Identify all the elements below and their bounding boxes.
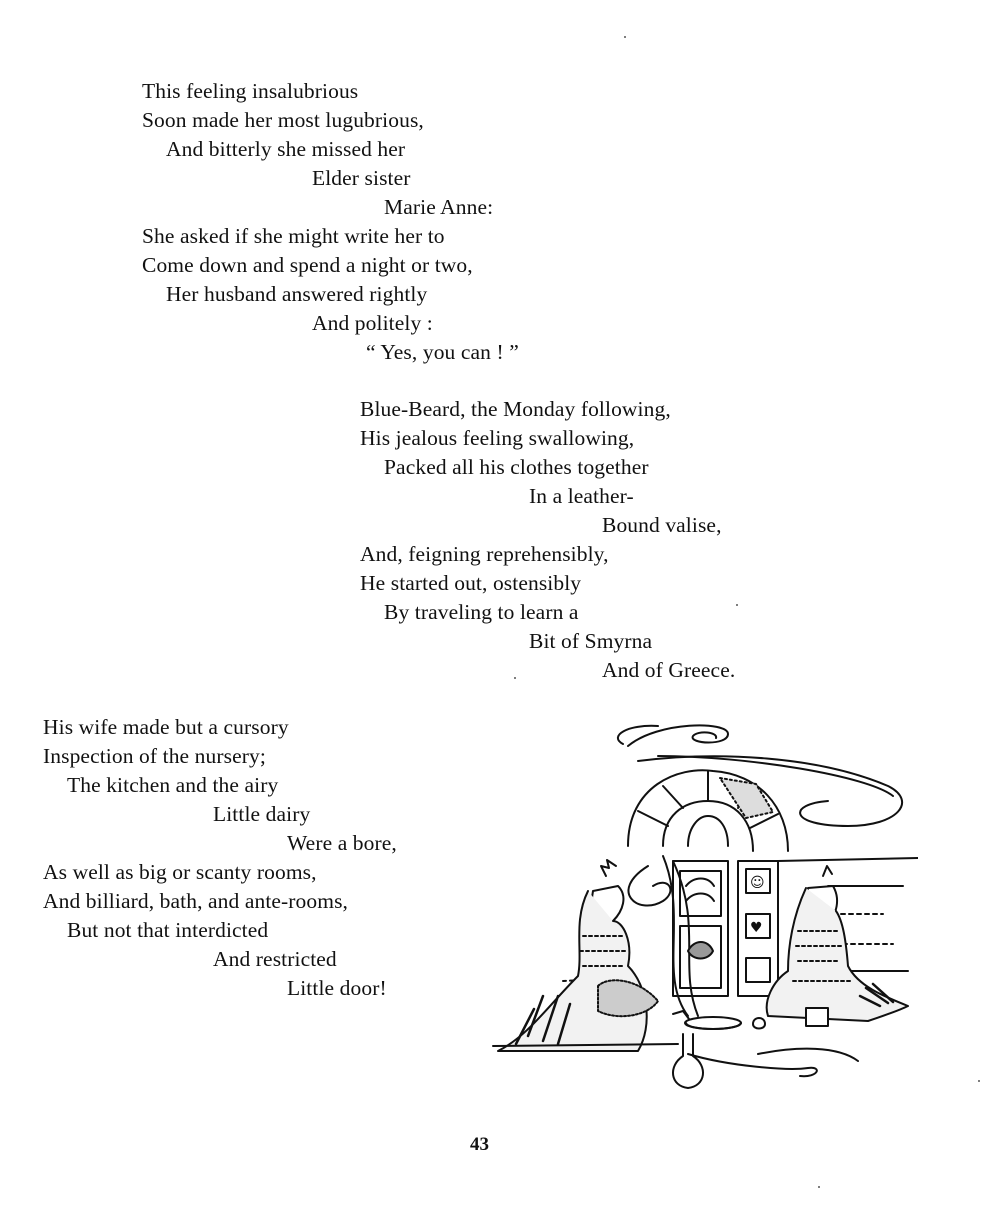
verse-line: As well as big or scanty rooms,	[43, 860, 317, 884]
verse-line: And restricted	[213, 947, 337, 971]
verse-line: And bitterly she missed her	[166, 137, 406, 161]
smoke-swirl	[618, 725, 902, 1016]
verse-line: Packed all his clothes together	[384, 455, 649, 479]
verse-line: Her husband answered rightly	[166, 282, 428, 306]
verse-line: Little door!	[287, 976, 387, 1000]
verse-line: She asked if she might write her to	[142, 224, 445, 248]
verse-line: The kitchen and the airy	[67, 773, 279, 797]
verse-line: By traveling to learn a	[384, 600, 579, 624]
right-figure	[767, 866, 908, 1026]
verse-line: His wife made but a cursory	[43, 715, 289, 739]
verse-line: In a leather-	[529, 484, 634, 508]
verse-line: Bit of Smyrna	[529, 629, 653, 653]
verse-line: Little dairy	[213, 802, 311, 826]
verse-line: Inspection of the nursery;	[43, 744, 266, 768]
svg-text:☺: ☺	[750, 875, 765, 891]
verse-line: Elder sister	[312, 166, 411, 190]
verse-line: “ Yes, you can ! ”	[366, 340, 519, 364]
svg-text:♥: ♥	[750, 920, 763, 936]
scan-speck	[818, 1186, 820, 1188]
verse-line: He started out, ostensibly	[360, 571, 582, 595]
verse-line: This feeling insalubrious	[142, 79, 359, 103]
left-figure	[498, 860, 658, 1051]
scan-speck	[978, 1080, 980, 1082]
scan-speck	[736, 604, 738, 606]
page-number: 43	[470, 1134, 489, 1155]
verse-line: His jealous feeling swallowing,	[360, 426, 635, 450]
verse-line: And politely :	[312, 311, 433, 335]
verse-line: Blue-Beard, the Monday following,	[360, 397, 671, 421]
illustration	[488, 716, 918, 1096]
verse-line: And billiard, bath, and ante-rooms,	[43, 889, 349, 913]
verse-line: And of Greece.	[602, 658, 736, 682]
fan-arch	[628, 770, 788, 851]
verse-line: But not that interdicted	[67, 918, 269, 942]
verse-line: Marie Anne:	[384, 195, 494, 219]
scan-speck	[514, 677, 516, 679]
verse-line: Were a bore,	[287, 831, 397, 855]
scan-speck	[624, 36, 626, 38]
verse-line: Come down and spend a night or two,	[142, 253, 473, 277]
verse-line: Soon made her most lugubrious,	[142, 108, 424, 132]
verse-line: And, feigning reprehensibly,	[360, 542, 609, 566]
verse-line: Bound valise,	[602, 513, 722, 537]
